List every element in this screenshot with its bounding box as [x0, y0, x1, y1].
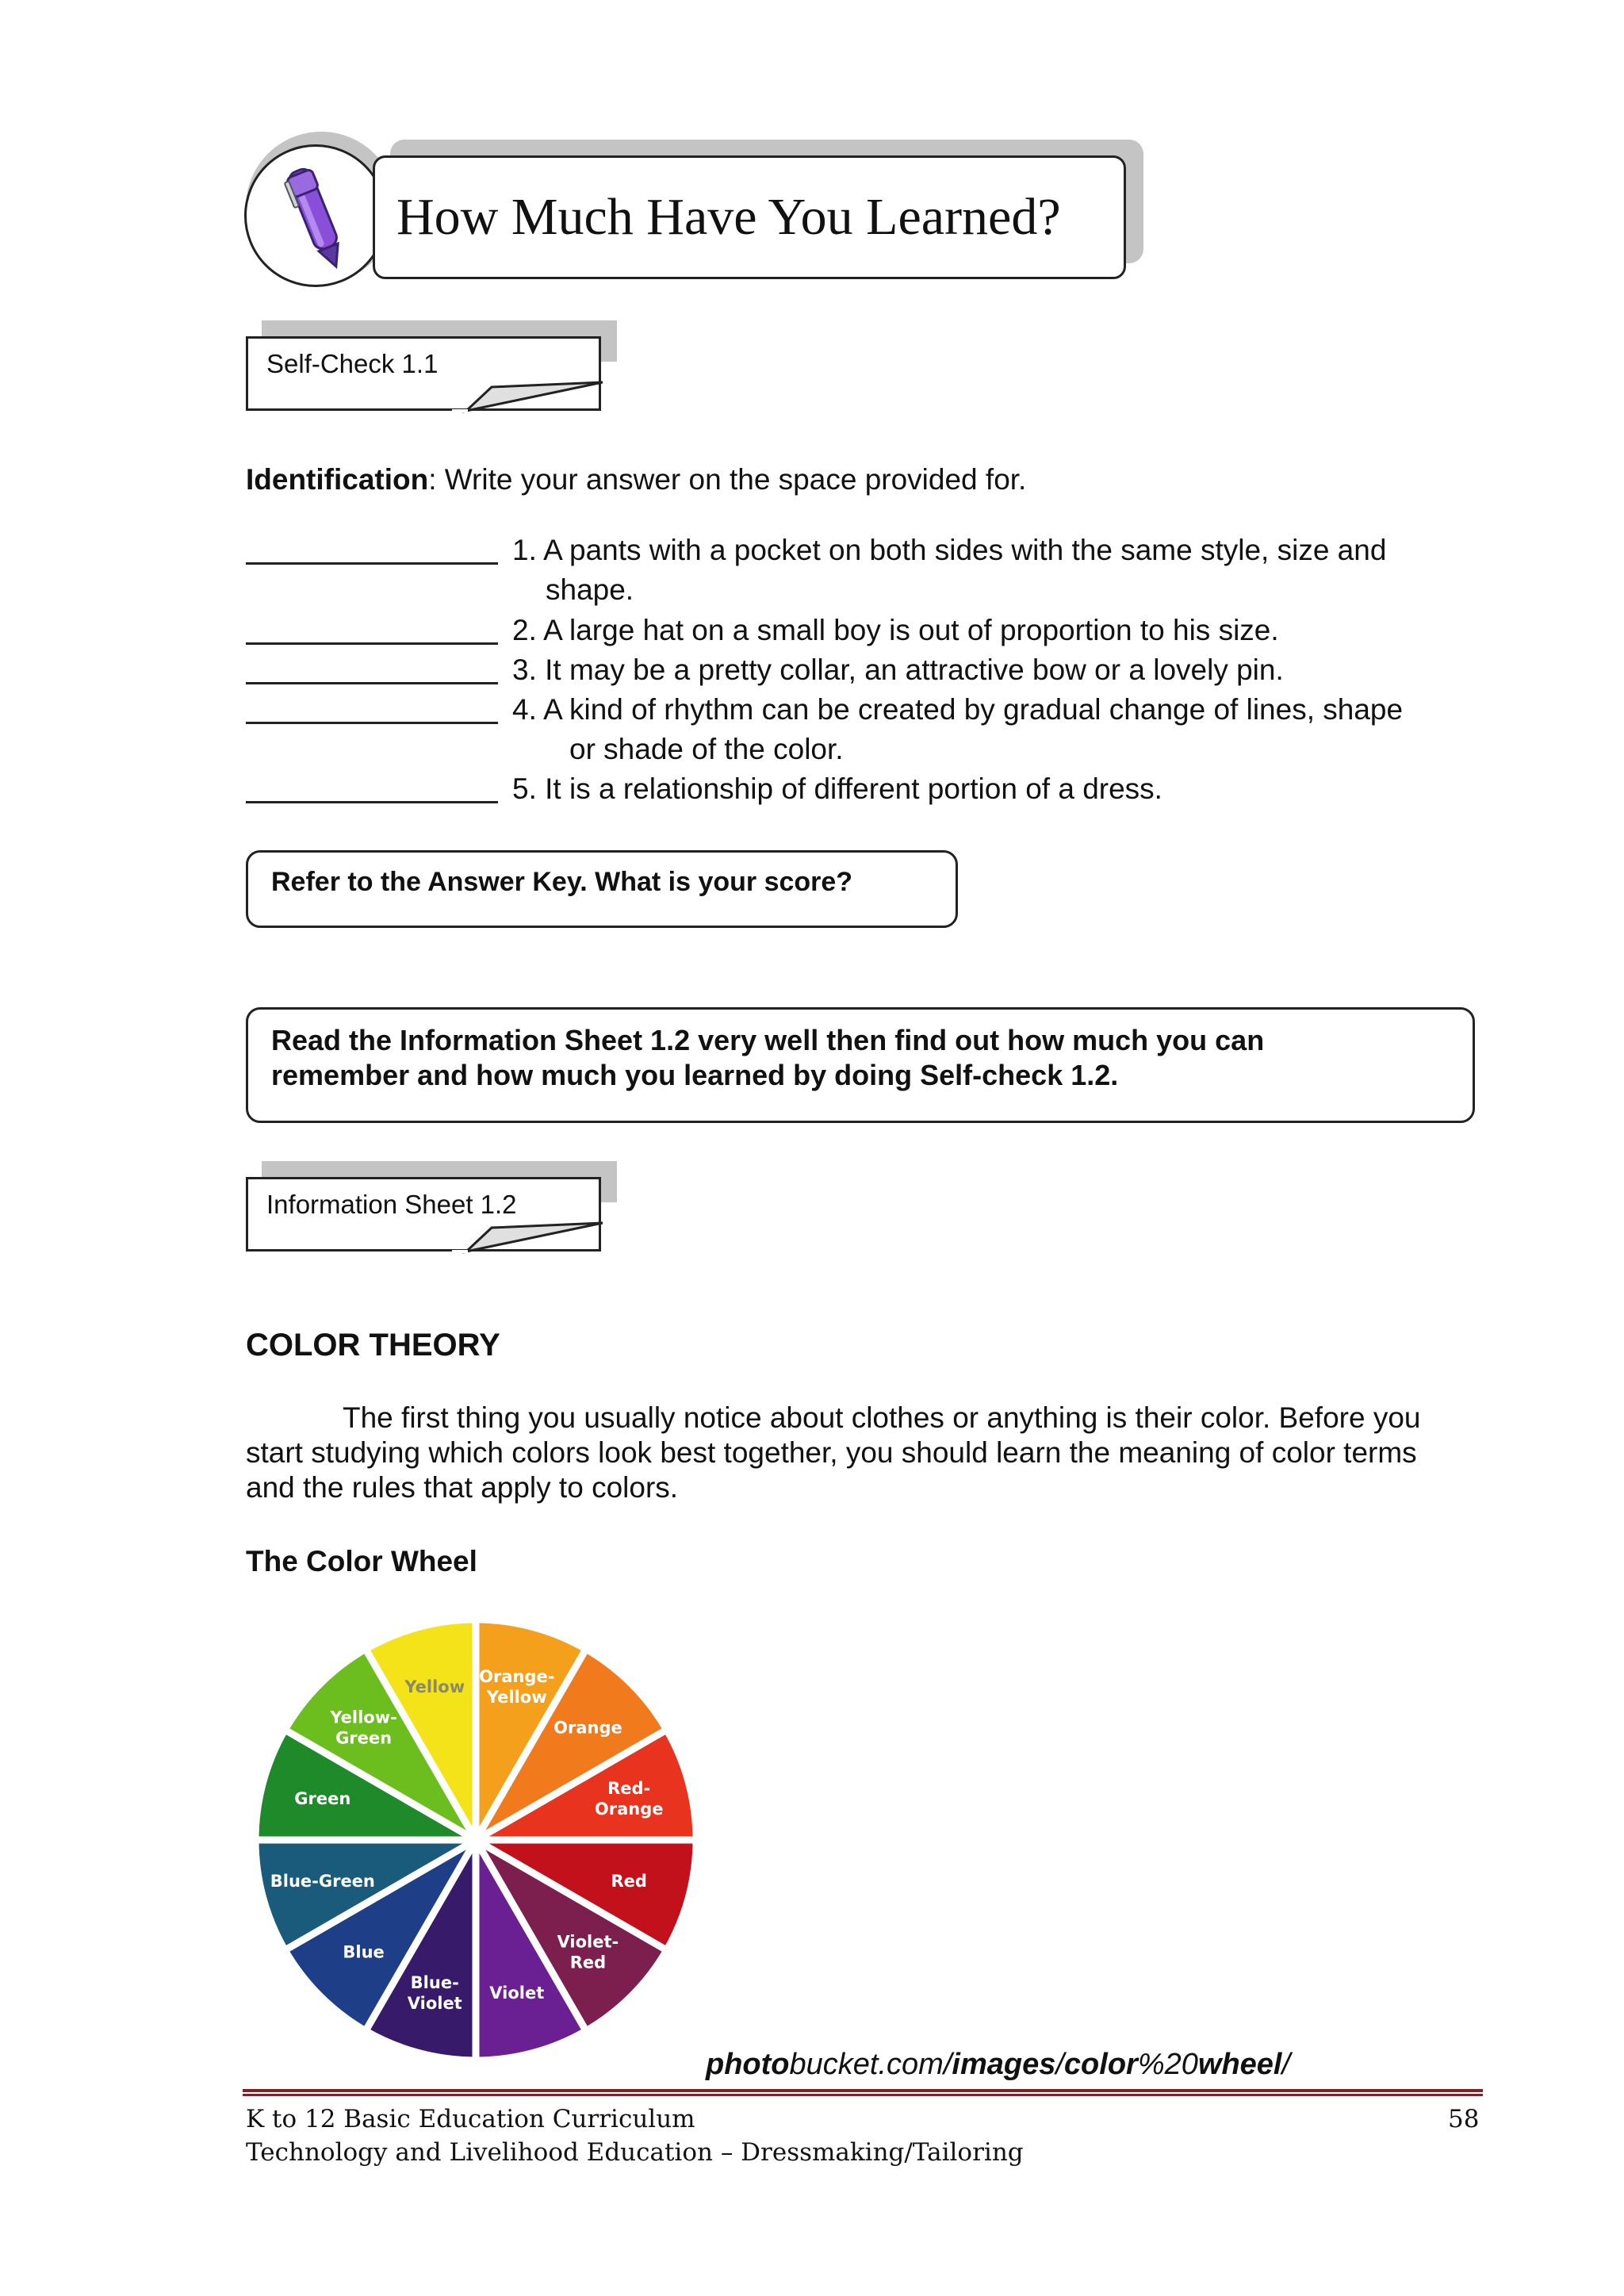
source-credit-part: wheel	[1197, 2048, 1282, 2081]
color-wheel-label: Green	[294, 1789, 351, 1809]
footer-subject: Technology and Livelihood Education – Dressmaking/Tailoring	[246, 2138, 1024, 2167]
color-wheel-label: Violet-Red	[557, 1932, 619, 1972]
read-instruction-line-1: Read the Information Sheet 1.2 very well then find out how much you can	[271, 1024, 1265, 1056]
question-4-line-1: 4. A kind of rhythm can be created by gradual change of lines, shape	[512, 693, 1404, 726]
question-1-line-2: shape.	[546, 573, 634, 606]
color-wheel-label: Red-Orange	[594, 1779, 664, 1819]
color-wheel-label: Yellow-Green	[330, 1708, 397, 1748]
color-wheel-label: Blue-Green	[270, 1871, 375, 1891]
paragraph-line-2: start studying which colors look best together, you should learn the meaning of color terms	[246, 1436, 1417, 1469]
question-4-line-2: or shade of the color.	[569, 733, 844, 765]
footer-rule	[243, 2089, 1483, 2096]
answer-blank-1[interactable]	[246, 562, 498, 565]
self-check-label: Self-Check 1.1	[266, 349, 439, 378]
score-prompt: Refer to the Answer Key. What is your score?	[271, 867, 853, 897]
source-credit-part: bucket.com/	[789, 2048, 952, 2081]
color-wheel-label: Blue	[343, 1942, 385, 1962]
page-title: How Much Have You Learned?	[396, 188, 1061, 246]
question-3: 3. It may be a pretty collar, an attractive bow or a lovely pin.	[512, 654, 1284, 686]
identification-instruction	[246, 460, 1026, 500]
color-wheel-label: Red	[611, 1871, 647, 1891]
source-credit-part: color	[1063, 2048, 1138, 2081]
question-5: 5. It is a relationship of different portion of a dress.	[512, 772, 1162, 805]
answer-blank-2[interactable]	[246, 642, 498, 645]
paragraph-line-1: The first thing you usually notice about clothes or anything is their color. Before you	[343, 1401, 1421, 1434]
pen-icon	[247, 147, 385, 285]
source-credit-part: images	[952, 2048, 1056, 2081]
color-wheel	[246, 1610, 706, 2070]
source-credit-part: %20	[1137, 2048, 1198, 2081]
identification-text: : Write your answer on the space provided for.	[428, 463, 1027, 496]
question-1-line-1: 1. A pants with a pocket on both sides with the same style, size and	[512, 534, 1387, 566]
page-curl-icon	[452, 378, 611, 414]
answer-blank-4[interactable]	[246, 722, 498, 724]
identification-heading: Identification	[246, 463, 429, 496]
color-wheel-heading: The Color Wheel	[246, 1545, 477, 1577]
color-wheel-label: Yellow	[404, 1677, 465, 1696]
answer-blank-5[interactable]	[246, 801, 498, 803]
page-curl-icon	[452, 1218, 611, 1255]
answer-blank-3[interactable]	[246, 682, 498, 684]
color-wheel-label: Blue-Violet	[407, 1973, 462, 2014]
info-sheet-label: Information Sheet 1.2	[266, 1190, 517, 1219]
source-credit-part: photo	[706, 2048, 790, 2081]
read-instruction-line-2: remember and how much you learned by doing Self-check 1.2.	[271, 1059, 1119, 1091]
color-wheel-label: Orange	[553, 1718, 622, 1738]
color-wheel-label: Orange-Yellow	[479, 1666, 555, 1707]
source-credit-part: /	[1055, 2048, 1064, 2081]
footer-curriculum: K to 12 Basic Education Curriculum	[246, 2105, 695, 2133]
question-2: 2. A large hat on a small boy is out of proportion to his size.	[512, 614, 1279, 646]
color-wheel-label: Violet	[489, 1984, 545, 2003]
section-heading: COLOR THEORY	[246, 1328, 500, 1363]
paragraph-line-3: and the rules that apply to colors.	[246, 1471, 679, 1504]
source-credit-part: /	[1281, 2048, 1291, 2081]
image-source-credit	[706, 2048, 1290, 2082]
header-icon-circle	[244, 144, 387, 287]
page-number: 58	[1448, 2105, 1480, 2133]
